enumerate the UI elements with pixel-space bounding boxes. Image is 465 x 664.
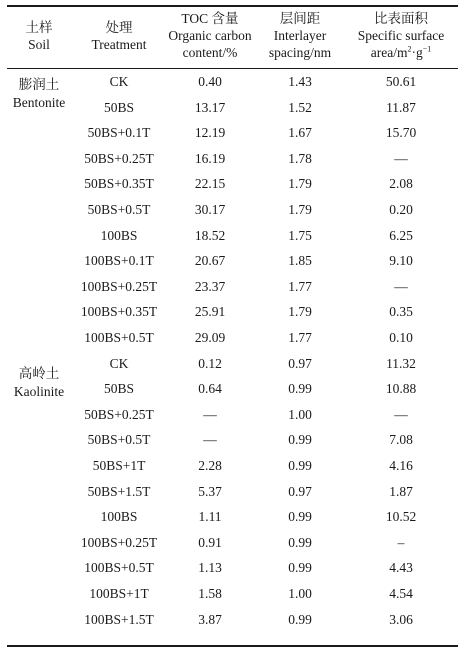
interlayer-cell: 1.79 [288,176,312,192]
interlayer-cell: 1.79 [288,202,312,217]
soil-label-cn: 高岭土 [18,366,60,381]
treatment-cell: CK [109,74,129,89]
toc-cell: — [203,432,217,448]
treatment-cell: 100BS+0.35T [80,304,158,320]
specific-surface-cell: 15.70 [385,125,417,141]
table-row [0,325,465,351]
header-interlayer [258,10,342,61]
table-row [0,402,465,428]
table-row [0,171,465,197]
interlayer-cell: 0.99 [288,458,312,473]
interlayer-cell: 0.99 [288,534,312,550]
toc-cell: 13.17 [194,99,226,115]
header-treatment-en: Treatment [91,37,147,52]
toc-cell: 29.09 [194,330,226,345]
table-row [0,479,465,505]
interlayer-cell: 1.00 [288,586,312,601]
toc-cell: 23.37 [194,278,226,294]
specific-surface-cell: 11.32 [386,355,416,371]
specific-surface-cell: 3.06 [389,611,413,627]
header-ssa-line2: Specific surface [357,28,445,43]
specific-surface-cell: 10.88 [385,381,417,397]
interlayer-cell: 0.99 [288,509,312,525]
specific-surface-cell: — [394,406,408,422]
treatment-cell: 100BS+0.25T [80,278,158,294]
treatment-cell: 100BS+1.5T [84,611,154,627]
table-row [0,504,465,530]
table-row [0,376,465,402]
table-row [0,197,465,223]
interlayer-cell: 0.99 [288,381,312,397]
toc-cell: 30.17 [194,202,226,217]
table-row [0,223,465,249]
header-ssa-line1: 比表面积 [374,11,428,26]
treatment-cell: 50BS [103,381,134,397]
toc-cell: 0.64 [198,381,222,397]
specific-surface-cell: 4.54 [389,586,413,601]
treatment-cell: 50BS+1.5T [87,483,151,499]
table-bottom-rule [7,645,458,647]
soil-label-cn: 膨润土 [18,77,60,92]
treatment-cell: 100BS+1T [89,586,149,601]
header-interlayer-line2: Interlayer [273,28,327,43]
toc-cell: 0.40 [198,74,222,89]
header-ssa-unit-mid: ·g [411,45,423,60]
interlayer-cell: 1.78 [288,150,312,166]
treatment-cell: CK [109,355,129,371]
interlayer-cell: 0.99 [288,432,312,448]
table-row [0,146,465,172]
specific-surface-cell: 4.43 [389,560,413,576]
specific-surface-cell: — [394,278,408,294]
interlayer-cell: 1.75 [288,227,312,243]
toc-cell: 12.19 [194,125,226,141]
header-toc-line1: TOC 含量 [181,11,239,26]
treatment-cell: 100BS [100,509,138,525]
table-row [0,120,465,146]
table-row [0,530,465,556]
table-row [0,351,465,377]
table-row [0,453,465,479]
table-row [0,581,465,607]
header-treatment [70,19,168,53]
interlayer-cell: 0.99 [288,560,312,576]
specific-surface-cell: 2.08 [389,176,413,192]
treatment-cell: 100BS+0.25T [80,534,158,550]
toc-cell: 1.11 [198,509,222,525]
header-toc-line3: content/% [182,45,238,60]
toc-cell: 22.15 [194,176,226,192]
toc-cell: 20.67 [194,253,226,269]
header-soil-en: Soil [28,37,50,52]
table-row [0,274,465,300]
toc-cell: — [203,406,217,422]
treatment-cell: 50BS+0.25T [84,406,154,422]
specific-surface-cell: 6.25 [389,227,413,243]
toc-cell: 25.91 [194,304,226,320]
specific-surface-cell: 10.52 [385,509,417,525]
specific-surface-cell: — [394,150,408,166]
table-row [0,69,465,95]
interlayer-cell: 1.52 [288,99,312,115]
interlayer-cell: 1.77 [288,330,312,345]
interlayer-cell: 1.85 [288,253,312,269]
header-toc [160,10,260,61]
specific-surface-cell: – [397,534,405,550]
toc-cell: 1.58 [198,586,222,601]
toc-cell: 5.37 [198,483,222,499]
treatment-cell: 100BS [100,227,138,243]
toc-cell: 0.91 [198,534,222,550]
header-ssa-unit-sup1: 2 [407,44,412,54]
treatment-cell: 50BS [103,99,134,115]
table-row [0,607,465,633]
interlayer-cell: 1.77 [288,278,312,294]
treatment-cell: 50BS+0.5T [87,202,151,217]
treatment-cell: 100BS+0.5T [84,330,154,345]
interlayer-cell: 0.99 [288,611,312,627]
treatment-cell: 50BS+0.5T [87,432,151,448]
treatment-cell: 50BS+0.1T [87,125,151,141]
header-toc-line2: Organic carbon [168,28,252,43]
header-interlayer-line1: 层间距 [279,11,321,26]
header-treatment-cn: 处理 [105,20,133,35]
treatment-cell: 100BS+0.5T [84,560,154,576]
table-row [0,95,465,121]
header-soil-cn: 土样 [25,20,53,35]
specific-surface-cell: 0.10 [389,330,413,345]
treatment-cell: 100BS+0.1T [84,253,154,269]
soil-label-en: Bentonite [12,95,66,110]
toc-cell: 16.19 [194,150,226,166]
table-row [0,427,465,453]
specific-surface-cell: 0.35 [389,304,413,320]
treatment-cell: 50BS+0.25T [84,150,154,166]
header-ssa-unit-sup2: −1 [422,44,432,54]
interlayer-cell: 0.97 [288,483,312,499]
soil-label-en: Kaolinite [13,384,65,399]
table-row [0,555,465,581]
interlayer-cell: 1.79 [288,304,312,320]
treatment-cell: 50BS+1T [92,458,146,473]
interlayer-cell: 1.67 [288,125,312,141]
interlayer-cell: 0.97 [288,355,312,371]
toc-cell: 3.87 [198,611,222,627]
interlayer-cell: 1.43 [288,74,312,89]
specific-surface-cell: 11.87 [386,99,416,115]
header-specific-surface [345,10,457,61]
toc-cell: 18.52 [194,227,226,243]
specific-surface-cell: 50.61 [385,74,417,89]
header-ssa-unit-prefix: area/m [370,45,408,60]
toc-cell: 1.13 [198,560,222,576]
interlayer-cell: 1.00 [288,406,312,422]
header-soil [9,19,69,53]
table-row [0,248,465,274]
specific-surface-cell: 1.87 [389,483,413,499]
table-top-rule [7,5,458,7]
treatment-cell: 50BS+0.35T [84,176,154,192]
table-row [0,299,465,325]
specific-surface-cell: 9.10 [389,253,413,269]
toc-cell: 2.28 [198,458,222,473]
specific-surface-cell: 0.20 [389,202,413,217]
header-ssa-line3 [345,44,457,61]
header-interlayer-line3: spacing/nm [268,45,332,60]
specific-surface-cell: 4.16 [389,458,413,473]
specific-surface-cell: 7.08 [389,432,413,448]
toc-cell: 0.12 [198,355,222,371]
